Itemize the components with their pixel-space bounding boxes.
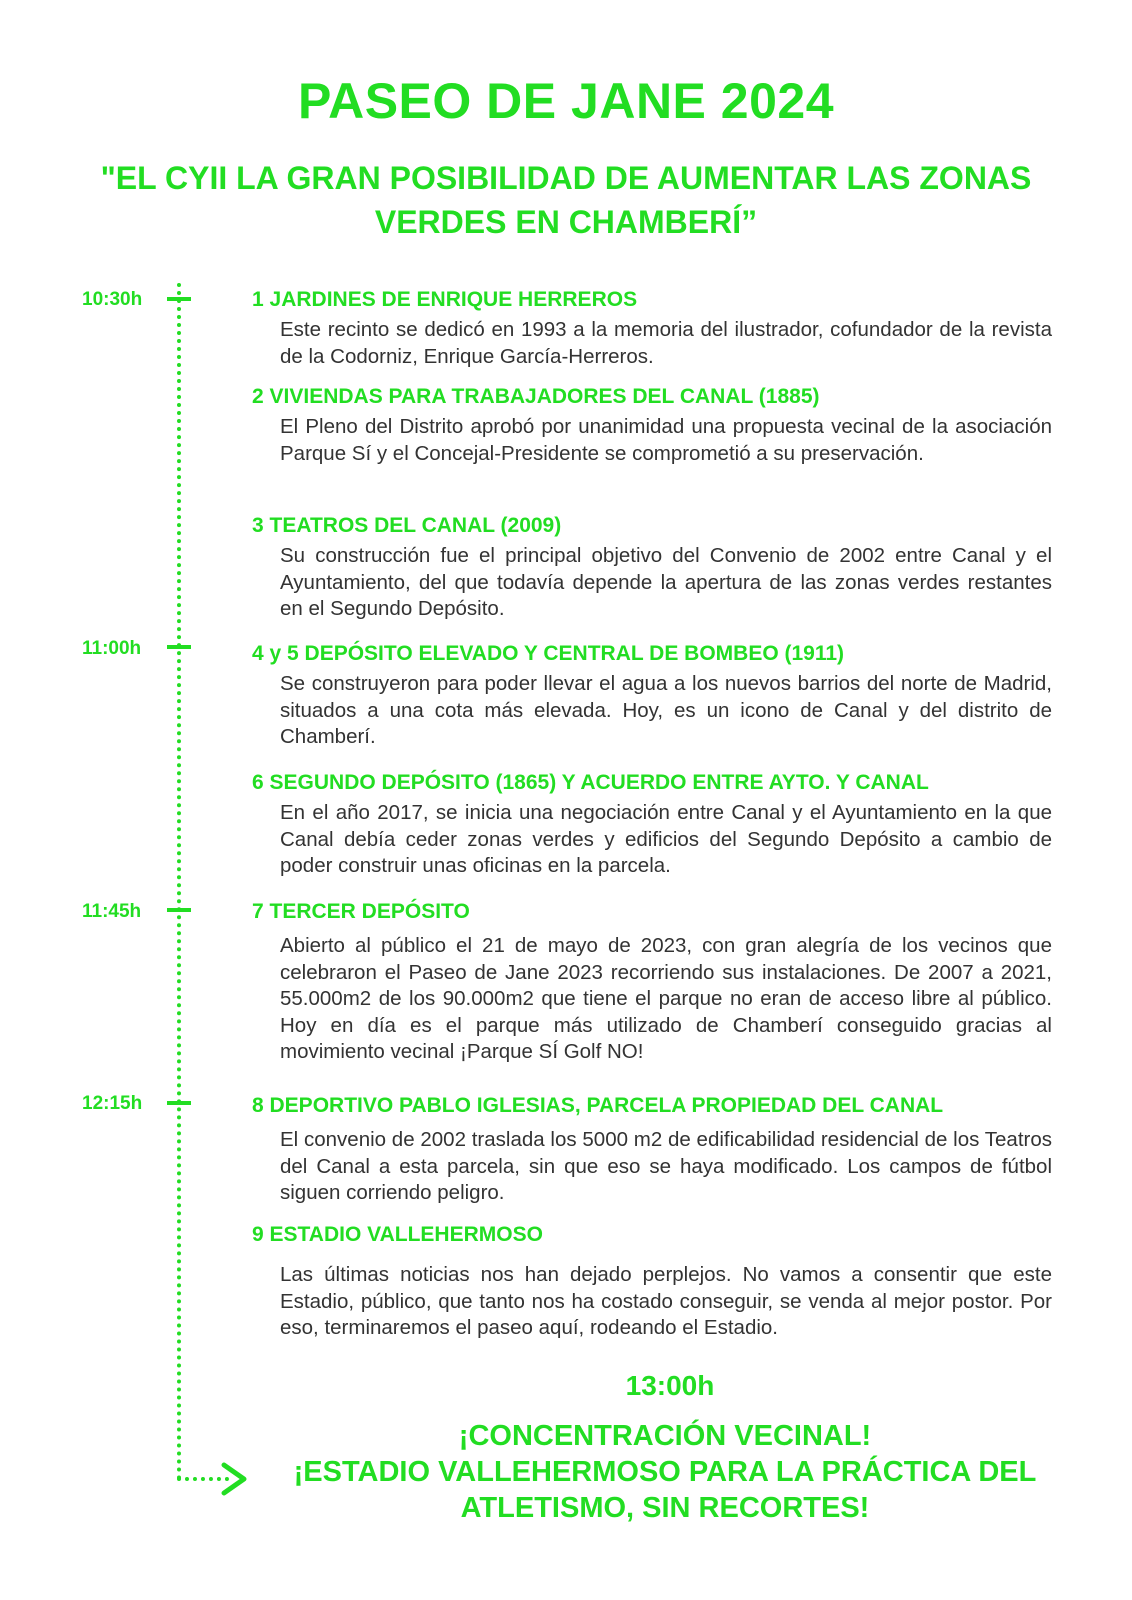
stop-item (252, 899, 1052, 1066)
stop-item (252, 1222, 1052, 1342)
stop-title: 2 VIVIENDAS PARA TRABAJADORES DEL CANAL (1885) (252, 385, 820, 408)
final-call-line: ATLETISMO, SIN RECORTES! (460, 1492, 870, 1524)
stop-title: 7 TERCER DEPÓSITO (252, 900, 470, 923)
time-label: 10:30h (82, 289, 143, 310)
final-call-line: ¡CONCENTRACIÓN VECINAL! (458, 1420, 872, 1452)
stop-description: Abierto al público el 21 de mayo de 2023, con gran alegría de los vecinos que celebraron el Paseo de Jane 2023 recorriendo sus instalaciones. De 2007 a 2021, 55.000m2 de los 90.000m2 que tiene el parque no eran de acceso libre al público. Hoy en día es el parque más utilizado de Chamberí conseguido gracias al movimiento vecinal ¡Parque SÍ Golf NO! (280, 934, 1052, 1063)
page-subtitle: "EL CYII LA GRAN POSIBILIDAD DE AUMENTAR LAS ZONAS VERDES EN CHAMBERÍ” (100, 160, 1032, 240)
stop-title: 9 ESTADIO VALLEHERMOSO (252, 1223, 543, 1246)
stop-description: El Pleno del Distrito aprobó por unanimidad una propuesta vecinal de la asociación Parque Sí y el Concejal-Presidente se comprometió a su preservación. (280, 415, 1052, 465)
page-title: PASEO DE JANE 2024 (297, 73, 835, 129)
stop-description: Se construyeron para poder llevar el agua a los nuevos barrios del norte de Madrid, situados a una cota más elevada. Hoy, es un icono de Canal y del distrito de Chamberí. (280, 672, 1052, 748)
stop-title: 3 TEATROS DEL CANAL (2009) (252, 514, 562, 537)
time-label: 11:45h (82, 901, 142, 922)
stop-title: 6 SEGUNDO DEPÓSITO (1865) Y ACUERDO ENTRE AYTO. Y CANAL (252, 771, 929, 794)
stop-title: 8 DEPORTIVO PABLO IGLESIAS, PARCELA PROPIEDAD DEL CANAL (252, 1094, 944, 1117)
stop-item (252, 287, 1052, 370)
stop-description: Este recinto se dedicó en 1993 a la memoria del ilustrador, cofundador de la revista de la Codorniz, Enrique García-Herreros. (280, 318, 1052, 368)
arrow-right-icon (220, 1462, 250, 1496)
time-label: 12:15h (82, 1093, 143, 1114)
final-call (255, 1418, 1075, 1526)
stop-title: 4 y 5 DEPÓSITO ELEVADO Y CENTRAL DE BOMBEO (1911) (252, 642, 845, 665)
stop-item (252, 1093, 1052, 1207)
final-call-line: ¡ESTADIO VALLEHERMOSO PARA LA PRÁCTICA DEL (293, 1456, 1037, 1488)
timeline-line (177, 283, 181, 1481)
stop-item (252, 770, 1052, 880)
stop-item (252, 641, 1052, 751)
time-label: 11:00h (82, 638, 142, 659)
stop-description: Su construcción fue el principal objetivo del Convenio de 2002 entre Canal y el Ayuntamiento, del que todavía depende la apertura de las zonas verdes restantes en el Segundo Depósito. (280, 544, 1052, 620)
stop-title: 1 JARDINES DE ENRIQUE HERREROS (252, 288, 638, 311)
stop-description: El convenio de 2002 traslada los 5000 m2 de edificabilidad residencial de los Teatros del Canal a esta parcela, sin que eso se haya modificado. Los campos de fútbol siguen corriendo peligro. (280, 1128, 1052, 1204)
stop-item (252, 513, 1052, 623)
stop-description: En el año 2017, se inicia una negociación entre Canal y el Ayuntamiento en la que Canal debía ceder zonas verdes y edificios del Segundo Depósito a cambio de poder construir unas oficinas en la parcela. (280, 801, 1052, 877)
final-time: 13:00h (625, 1370, 715, 1401)
stop-description: Las últimas noticias nos han dejado perplejos. No vamos a consentir que este Estadio, público, que tanto nos ha costado conseguir, se venda al mejor postor. Por eso, terminaremos el paseo aquí, rodeando el Estadio. (280, 1263, 1052, 1339)
stop-item (252, 384, 1052, 467)
